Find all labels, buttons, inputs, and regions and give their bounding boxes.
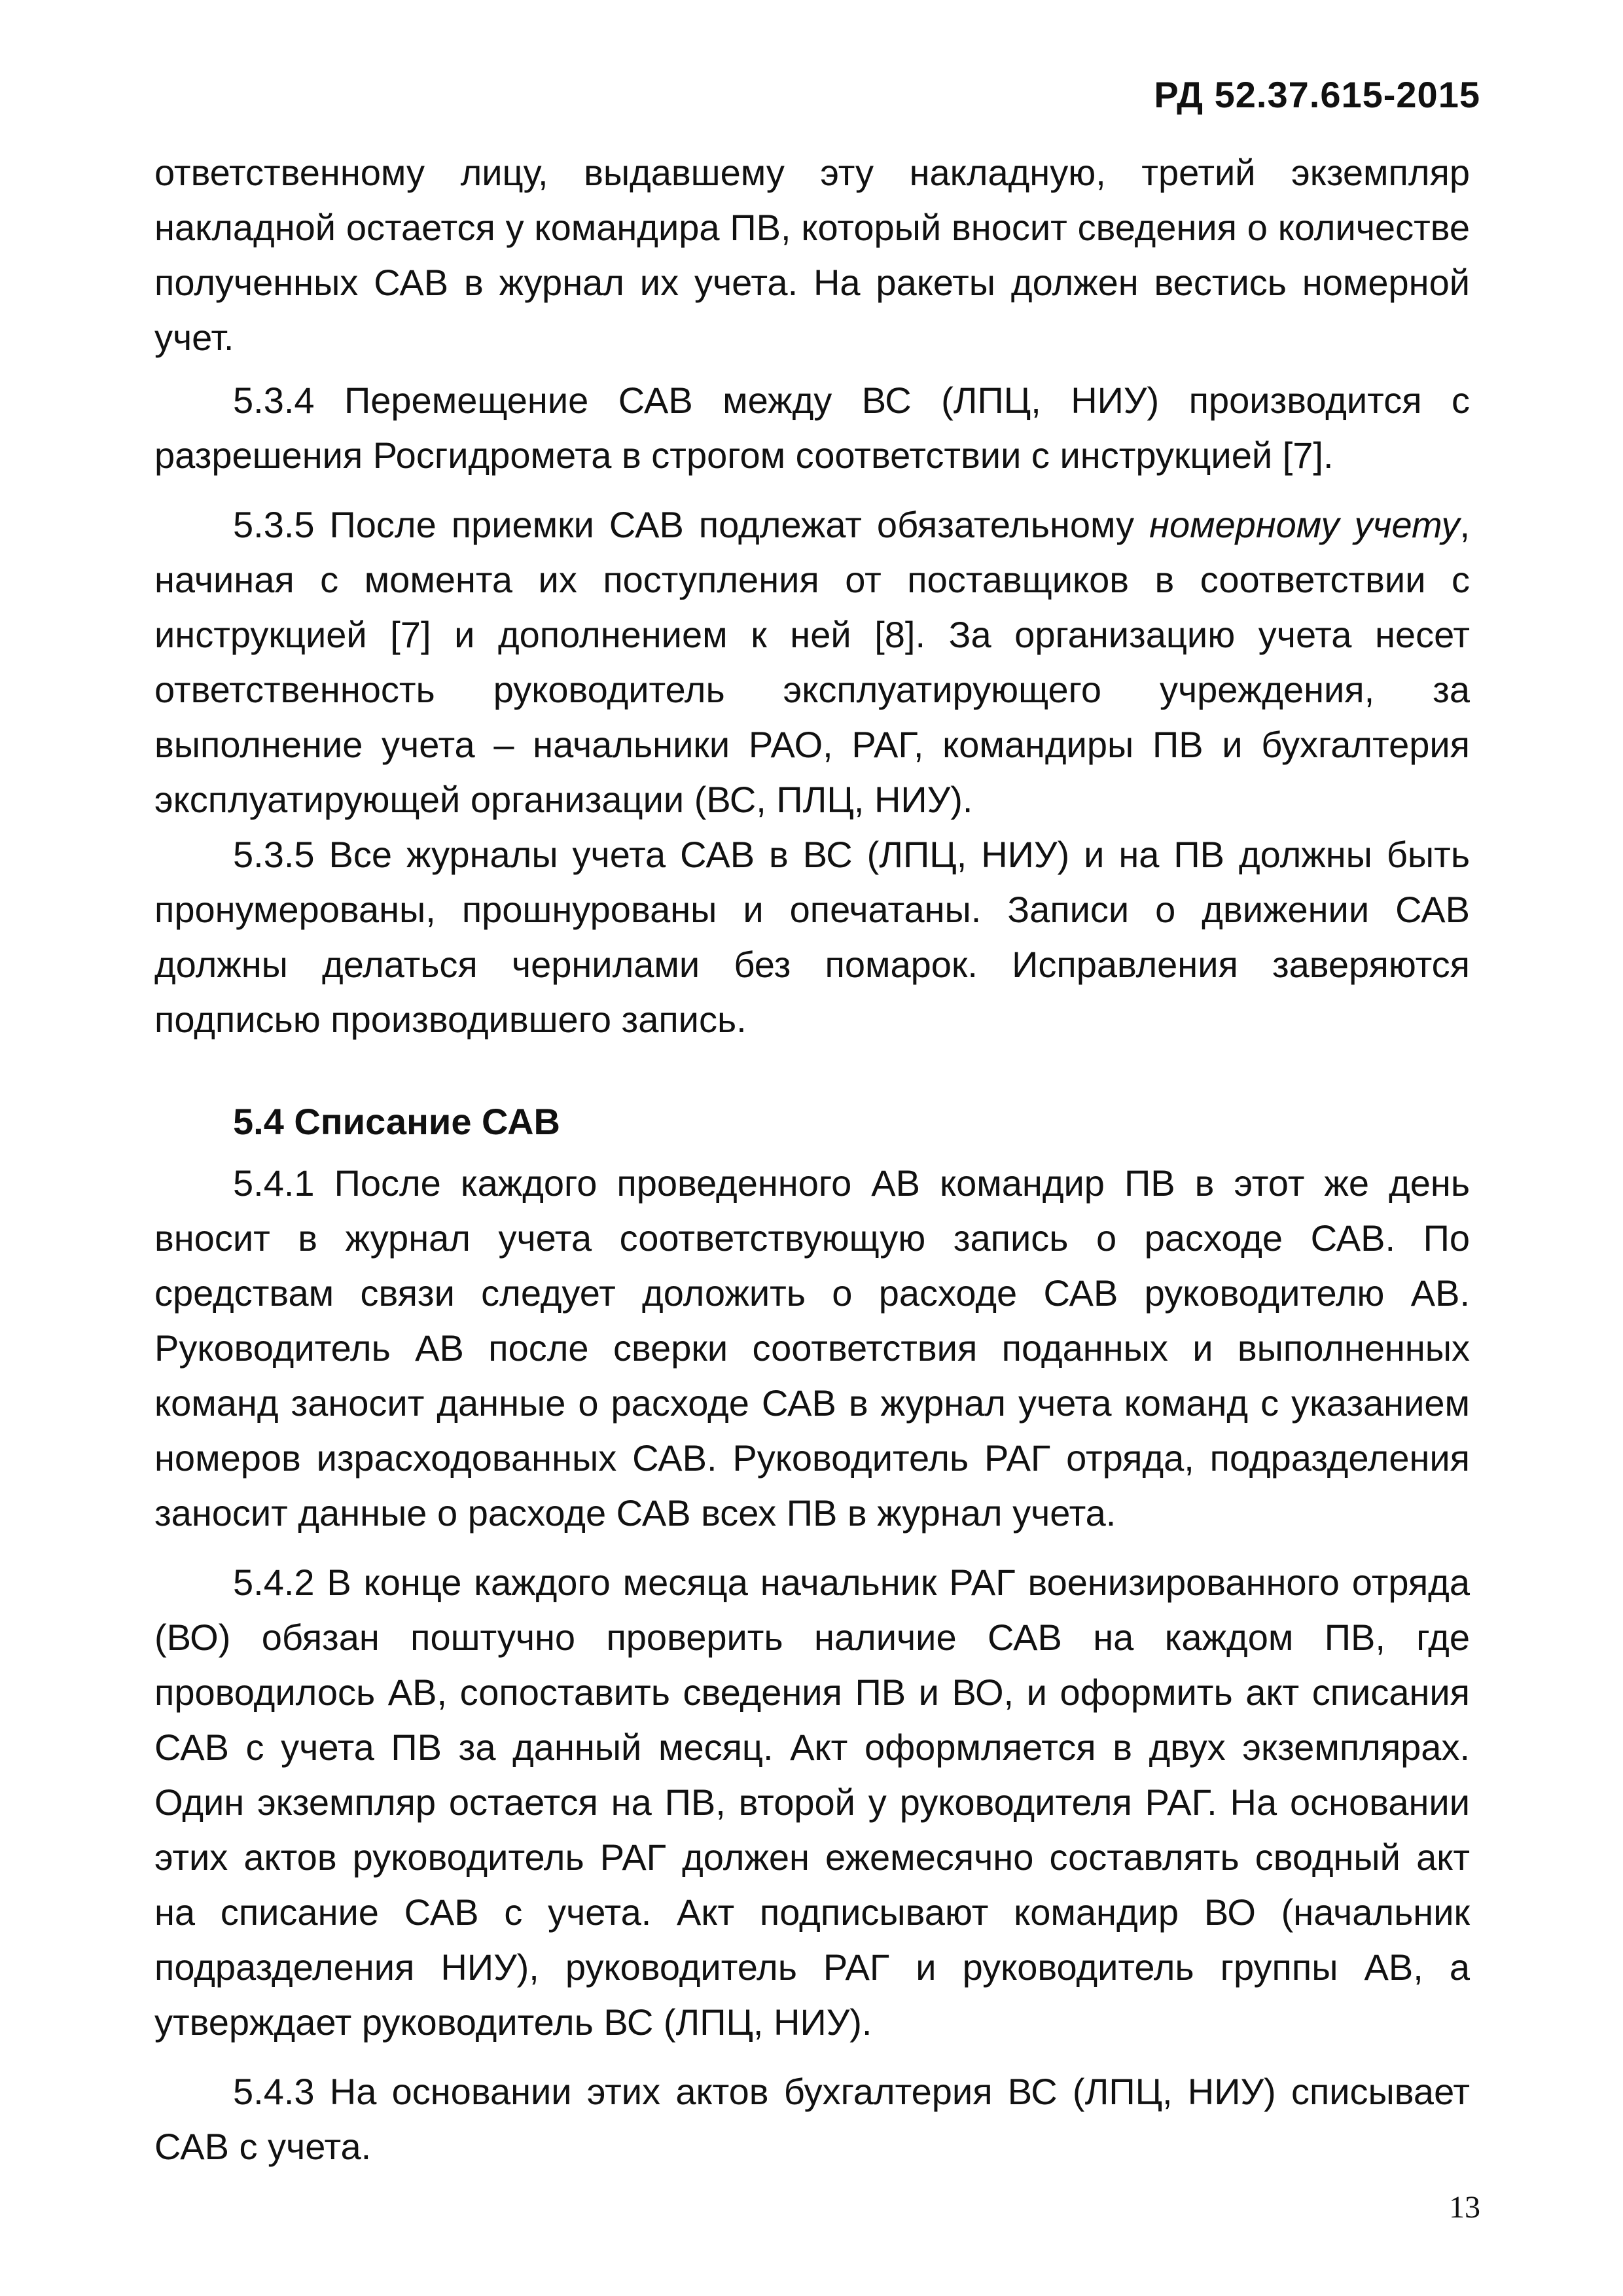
paragraph-text-start: 5.3.5 После приемки САВ подлежат обязательному xyxy=(233,504,1150,545)
emphasis-numbered-accounting: номерному учету xyxy=(1149,504,1460,545)
page-body xyxy=(154,145,1470,2174)
paragraph-5-3-4: 5.3.4 Перемещение САВ между ВС (ЛПЦ, НИУ) производится с разрешения Росгидромета в строгом соответствии с инструкцией [7]. xyxy=(154,380,1470,476)
page-number: 13 xyxy=(1449,2190,1480,2225)
section-title-5-4: 5.4 Списание САВ xyxy=(233,1101,560,1142)
paragraph-5-4-2: 5.4.2 В конце каждого месяца начальник РАГ военизированного отряда (ВО) обязан поштучно проверить наличие САВ на каждом ПВ, где проводилось АВ, сопоставить сведения ПВ и ВО, и оформить акт списания САВ с учета ПВ за данный месяц. Акт оформляется в двух экземплярах. Один экземпляр остается на ПВ, второй у руководителя РАГ. На основании этих актов руководитель РАГ должен ежемесячно составлять сводный акт на списание САВ с учета. Акт подписывают командир ВО (начальник подразделения НИУ), руководитель РАГ и руководитель группы АВ, а утверждает руководитель ВС (ЛПЦ, НИУ). xyxy=(154,1562,1470,2043)
paragraph-5-4-3: 5.4.3 На основании этих актов бухгалтерия ВС (ЛПЦ, НИУ) списывает САВ с учета. xyxy=(154,2071,1470,2167)
document-code: РД 52.37.615-2015 xyxy=(1154,74,1480,115)
paragraph-text-end: , начиная с момента их поступления от поставщиков в соответствии с инструкцией [7] и дополнением к ней [8]. За организацию учета несет ответственность руководитель эксплуатирующего учреждения, за выполнение учета – начальники РАО, РАГ, командиры ПВ и бухгалтерия эксплуатирующей организации (ВС, ПЛЦ, НИУ). xyxy=(154,504,1471,820)
paragraph-5-4-1: 5.4.1 После каждого проведенного АВ командир ПВ в этот же день вносит в журнал учета соответствующую запись о расходе САВ. По средствам связи следует доложить о расходе САВ руководителю АВ. Руководитель АВ после сверки соответствия поданных и выполненных команд заносит данные о расходе САВ в журнал учета команд с указанием номеров израсходованных САВ. Руководитель РАГ отряда, подразделения заносит данные о расходе САВ всех ПВ в журнал учета. xyxy=(154,1162,1470,1534)
paragraph-5-3-5-journals: 5.3.5 Все журналы учета САВ в ВС (ЛПЦ, НИУ) и на ПВ должны быть пронумерованы, прошнурованы и опечатаны. Записи о движении САВ должны делаться чернилами без помарок. Исправления заверяются подписью производившего запись. xyxy=(154,834,1470,1040)
paragraph-5-3-5-accounting xyxy=(154,497,1470,827)
paragraph-continuation: ответственному лицу, выдавшему эту накладную, третий экземпляр накладной остается у командира ПВ, который вносит сведения о количестве полученных САВ в журнал их учета. На ракеты должен вестись номерной учет. xyxy=(154,152,1470,358)
